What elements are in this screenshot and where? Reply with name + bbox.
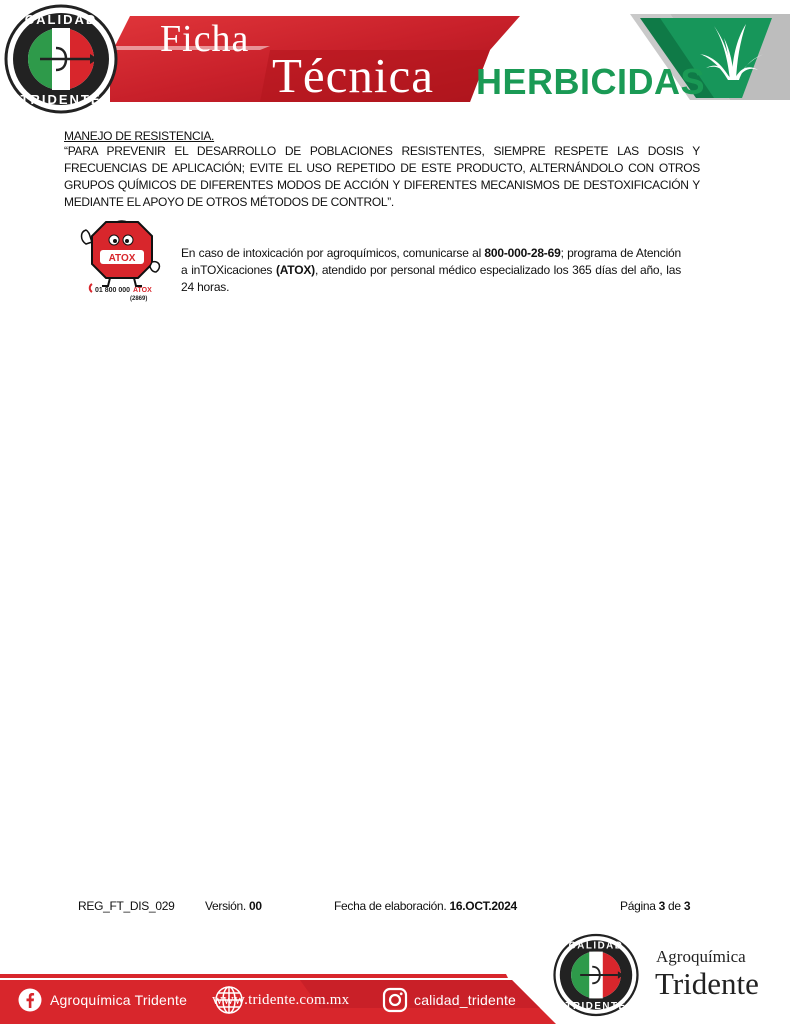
resistance-title: MANEJO DE RESISTENCIA. — [64, 129, 215, 143]
document-code: REG_FT_DIS_029 — [78, 899, 175, 913]
atox-info-text: En caso de intoxicación por agroquímicos, comunicarse al 800-000-28-69; programa de Atención a inTOXicaciones (ATOX), atendido por personal médico especializado los 365 días del año, las 24 horas. — [181, 246, 681, 294]
page-number: Página 3 de 3 — [620, 899, 691, 913]
facebook-icon[interactable] — [18, 988, 42, 1012]
calidad-tridente-logo — [4, 4, 118, 114]
title-tecnica: Técnica — [272, 48, 435, 103]
svg-text:TRIDENTE: TRIDENTE — [20, 92, 102, 107]
svg-text:ATOX: ATOX — [108, 253, 136, 264]
title-ficha: Ficha — [160, 18, 250, 60]
brand-agroquimica: Agroquímica — [656, 947, 746, 966]
document-date: Fecha de elaboración. 16.OCT.2024 — [334, 899, 517, 913]
svg-text:CALIDAD: CALIDAD — [568, 940, 624, 952]
facebook-link[interactable]: Agroquímica Tridente — [50, 992, 188, 1008]
instagram-link[interactable]: calidad_tridente — [414, 992, 517, 1008]
resistance-text: “PARA PREVENIR EL DESARROLLO DE POBLACIONES RESISTENTES, SIEMPRE RESPETE LAS DOSIS Y FRECUENCIAS DE APLICACIÓN; EVITE EL USO REPETIDO DE ESTE PRODUCTO, ALTERNÁNDOLO CON OTROS GRUPOS QUÍMICOS DE DIFERENTES MODOS DE ACCIÓN Y DIFERENTES MECANISMOS DE DESTOXIFICACIÓN Y MEDIANTE EL APOYO DE OTROS MÉTODOS DE CONTROL”. — [64, 144, 700, 209]
document-version: Versión. 00 — [205, 899, 262, 913]
website-link[interactable]: www.tridente.com.mx — [212, 992, 350, 1008]
grass-icon — [700, 22, 764, 82]
svg-text:ATOX: ATOX — [133, 287, 152, 294]
svg-text:(2869): (2869) — [130, 296, 148, 302]
instagram-icon[interactable] — [382, 987, 408, 1013]
category-herbicidas: HERBICIDAS — [476, 61, 706, 102]
calidad-tridente-footer-logo — [553, 932, 639, 1018]
svg-text:CALIDAD: CALIDAD — [24, 12, 98, 27]
atox-logo — [72, 214, 168, 302]
atox-phone: 800-000-28-69 — [484, 246, 561, 260]
svg-text:01 800 000: 01 800 000 — [95, 287, 131, 294]
brand-tridente: Tridente — [655, 966, 759, 1001]
svg-text:TRIDENTE: TRIDENTE — [565, 1000, 627, 1012]
atox-acronym: (ATOX) — [275, 263, 315, 277]
